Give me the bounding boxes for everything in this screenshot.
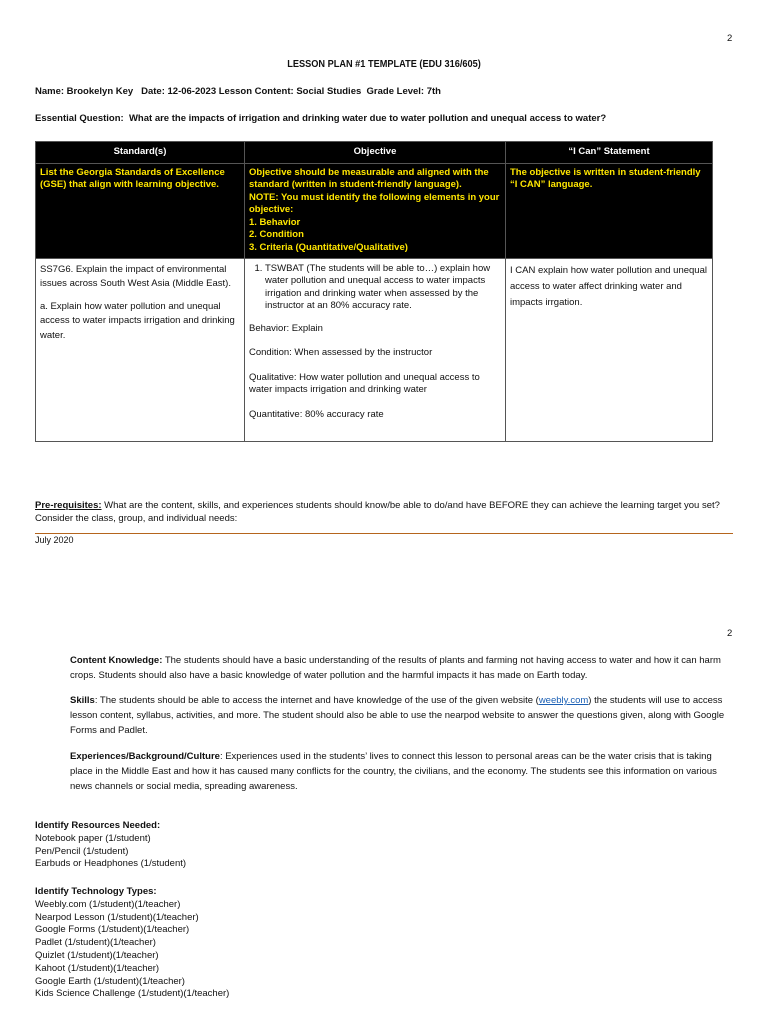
header-standards: Standard(s): [36, 142, 245, 164]
header-ican: “I Can” Statement: [506, 142, 713, 164]
resources-heading: Identify Resources Needed:: [35, 820, 161, 831]
skills-text-cont: ) the students will use to access lesson content, syllabus, activities, and more. The student should also be able to use the nearpod website to answer the questions given, along with Google Forms and Padlet.: [70, 695, 725, 736]
experiences-label: Experiences/Background/Culture: [70, 751, 220, 762]
technology-item: Kids Science Challenge (1/student)(1/teacher): [35, 988, 230, 1000]
technology-item: Weebly.com (1/student)(1/teacher): [35, 898, 181, 910]
standard-element: a. Explain how water pollution and unequal access to water impacts irrigation and drinking water.: [40, 300, 235, 341]
standards-instructions: List the Georgia Standards of Excellence (GSE) that align with learning objective.: [36, 163, 245, 258]
technology-item: Quizlet (1/student)(1/teacher): [35, 949, 159, 961]
content-knowledge-label: Content Knowledge:: [70, 655, 163, 666]
objective-instruction-line: 1. Behavior: [249, 216, 301, 228]
lesson-plan-table: [35, 141, 713, 442]
experiences-section: [70, 749, 730, 794]
technology-heading: Identify Technology Types:: [35, 886, 157, 897]
technology-item: Kahoot (1/student)(1/teacher): [35, 962, 160, 974]
essential-question: Essential Question: What are the impacts of irrigation and drinking water due to water pollution and unequal access to water?: [35, 113, 607, 124]
objective-instruction-line: NOTE: You must identify the following elements in your objective:: [249, 191, 500, 215]
prerequisites-text: What are the content, skills, and experiences students should know/be able to do/and have BEFORE they can achieve the learning target you set? Consider the class, group, and individual needs:: [35, 500, 720, 524]
footer-divider: [35, 533, 733, 534]
skills-section: [70, 693, 730, 738]
objective-instructions: [245, 163, 506, 258]
prerequisites-label: Pre-requisites:: [35, 500, 102, 511]
objective-condition: Condition: When assessed by the instructor: [249, 347, 433, 358]
technology-item: Padlet (1/student)(1/teacher): [35, 937, 156, 949]
ican-instructions: The objective is written in student-friendly “I CAN” language.: [506, 163, 713, 258]
standards-content: [36, 258, 245, 441]
info-line: Name: Brookelyn Key Date: 12-06-2023 Lesson Content: Social Studies Grade Level: 7th: [35, 86, 441, 97]
objective-content: [245, 258, 506, 441]
instructions-row: [36, 163, 713, 258]
header-objective: Objective: [245, 142, 506, 164]
technology-item: Google Forms (1/student)(1/teacher): [35, 924, 190, 936]
standard-text: SS7G6. Explain the impact of environmental issues across South West Asia (Middle East).: [40, 263, 231, 289]
technology-item: Nearpod Lesson (1/student)(1/teacher): [35, 911, 199, 923]
page-number: 2: [727, 33, 733, 44]
experiences-text: : Experiences used in the students’ lives to connect this lesson to personal areas can be the water crisis that is taking place in the Middle East and how it has caused many conflicts for the country, the civilians, and the economy. The students see this information on various news channels or social media, spreading awareness.: [70, 751, 717, 792]
objective-instruction-line: Objective should be measurable and aligned with the standard (written in student-friendly language).: [249, 166, 489, 190]
objective-instruction-line: 2. Condition: [249, 229, 304, 240]
content-row: [36, 258, 713, 441]
resource-item: Notebook paper (1/student): [35, 832, 151, 844]
table-header-row: [36, 142, 713, 164]
objective-behavior: Behavior: Explain: [249, 322, 323, 334]
objective-quantitative: Quantitative: 80% accuracy rate: [249, 408, 384, 420]
technology-section: [35, 886, 229, 1001]
objective-qualitative: Qualitative: How water pollution and unequal access to water impacts irrigation and drinking water: [249, 371, 480, 395]
ican-content: I CAN explain how water pollution and unequal access to water affect drinking water and impacts irrgation.: [506, 258, 713, 441]
objective-list: [249, 263, 501, 313]
objective-instruction-line: 3. Criteria (Quantitative/Qualitative): [249, 241, 408, 253]
content-knowledge-section: [70, 653, 730, 683]
footer-date: July 2020: [35, 535, 74, 545]
skills-label: Skills: [70, 695, 95, 706]
resource-item: Pen/Pencil (1/student): [35, 845, 129, 857]
skills-text: : The students should be able to access the internet and have knowledge of the use of the given website (: [94, 695, 539, 706]
content-knowledge-text: The students should have a basic understanding of the results of plants and farming not having access to water and how it can harm crops. Students should also have a basic knowledge of water pollution and the harmful impacts it has made on Earth today.: [70, 655, 721, 681]
document-title: LESSON PLAN #1 TEMPLATE (EDU 316/605): [287, 59, 481, 70]
technology-item: Google Earth (1/student)(1/teacher): [35, 975, 185, 987]
prerequisites: [35, 500, 735, 525]
resources-section: [35, 820, 186, 871]
resource-item: Earbuds or Headphones (1/student): [35, 858, 187, 870]
objective-item: 1. TSWBAT (The students will be able to…) explain how water pollution and unequal access to water impacts irrigation and drinking water when assessed by the instructor at an 80% accuracy rate.: [265, 263, 501, 313]
weebly-link[interactable]: weebly.com: [538, 695, 589, 706]
page-number: 2: [727, 628, 733, 639]
